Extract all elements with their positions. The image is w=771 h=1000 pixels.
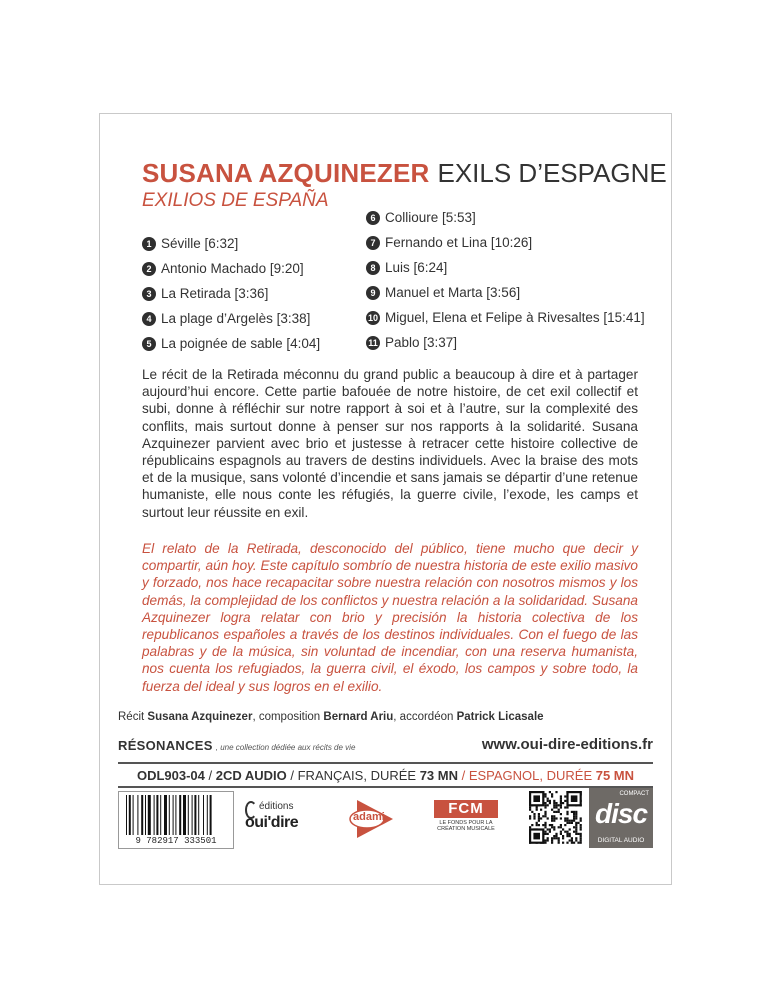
barcode-icon: [124, 795, 228, 835]
description-spanish: El relato de la Retirada, desconocido del público, tiene mucho que decir y compartir, aún hoy. Este capítulo sombrío de nuestra historia de este exilio masivo y forzado, nos hace recapacitar sobre nuestra relación con nosotros mismos y los demás, la complejidad de los conflictos y nuestra relación a la solidaridad. Susana Azquinezer logra relatar con brio y precisión la historia colectiva de los republicanos españoles a través de los destinos individuales. Con el fuego de las palabras y de la música, sin voluntad de incendiar, con una reserva humanista, nos cuenta los refugiados, la guerra civil, el éxodo, los campos y sobre todo, la fuerza del ideal y sus logros en el exilio.: [142, 541, 638, 694]
track-number-badge: 6: [366, 211, 380, 225]
track-item: [142, 281, 320, 306]
ouidire-logo: éditions oui'dire: [245, 801, 299, 831]
track-number-badge: 4: [142, 312, 156, 326]
spanish-duration-label: ESPAGNOL, DURÉE: [468, 767, 596, 783]
barcode-digits: 9 782917 333501: [135, 836, 217, 846]
track-number-badge: 9: [366, 286, 380, 300]
track-label: Miguel, Elena et Felipe à Rivesaltes [15:41]: [385, 310, 645, 325]
release-info-bar: ODL903-04 / 2CD AUDIO / FRANÇAIS, DURÉE 73 MN / ESPAGNOL, DURÉE 75 MN: [118, 762, 653, 788]
track-label: Collioure [5:53]: [385, 210, 476, 225]
cd-back-cover: [99, 113, 672, 885]
track-label: Fernando et Lina [10:26]: [385, 235, 533, 250]
description-french: Le récit de la Retirada méconnu du grand public a beaucoup à dire et à partager aujourd’hui encore. Cette partie bafouée de notre histoire, de cet exil collectif et subi, donne à réfléchir sur notre rapport à soi et à l’autre, sur la complexité des conflits, mais surtout donne à penser sur nos rapports à la solidarité. Susana Azquinezer parvient avec brio et justesse à retracer cette histoire collective de républicains espagnols au travers de destins individuels. Avec la braise des mots et de la musique, sans volonté d’incendie et sans jamais se départir d’une retenue humaniste, elle nous conte les réfugiés, la guerre civile, l’exode, les camps et surtout leur réussite en exil.: [142, 367, 638, 520]
collection-tagline: , une collection dédiée aux récits de vie: [215, 743, 356, 752]
collection-name: RÉSONANCES: [118, 738, 213, 753]
spanish-duration: 75 MN: [595, 767, 635, 783]
track-label: La plage d’Argelès [3:38]: [161, 311, 311, 326]
track-item: [366, 205, 645, 230]
adami-logo: adami: [347, 798, 395, 840]
track-item: [366, 330, 645, 355]
track-label: Séville [6:32]: [161, 236, 239, 251]
track-number-badge: 5: [142, 337, 156, 351]
french-duration: 73 MN: [419, 767, 458, 783]
qr-code[interactable]: [527, 789, 585, 847]
credits-line: Récit Susana Azquinezer, composition Bernard Ariu, accordéon Patrick Licasale: [118, 711, 544, 723]
track-item: [366, 305, 645, 330]
track-label: Luis [6:24]: [385, 260, 448, 275]
tracklist-right: [366, 205, 645, 355]
catalog-ref: ODL903-04: [136, 767, 205, 783]
track-number-badge: 8: [366, 261, 380, 275]
composer-name: Bernard Ariu: [323, 711, 394, 723]
album-title: EXILS D’ESPAGNE: [437, 158, 667, 188]
track-item: [142, 331, 320, 356]
format-label: 2CD AUDIO: [215, 767, 287, 783]
track-item: [142, 306, 320, 331]
track-item: [142, 256, 320, 281]
qr-code-icon: [527, 789, 585, 847]
track-item: [142, 231, 320, 256]
accordionist-name: Patrick Licasale: [456, 711, 544, 723]
track-number-badge: 10: [367, 312, 378, 323]
barcode: [118, 791, 234, 849]
track-label: Manuel et Marta [3:56]: [385, 285, 521, 300]
track-item: [366, 255, 645, 280]
compact-disc-logo: COMPACT disc DIGITAL AUDIO: [589, 788, 653, 848]
french-duration-label: FRANÇAIS, DURÉE: [297, 767, 420, 783]
track-label: Pablo [3:37]: [385, 335, 458, 350]
track-label: Antonio Machado [9:20]: [161, 261, 304, 276]
artist-name: SUSANA AZQUINEZER: [142, 158, 430, 188]
cover-title: [142, 158, 667, 189]
track-number-badge: 1: [142, 237, 156, 251]
tracklist-left: [142, 231, 320, 356]
publisher-url[interactable]: www.oui-dire-editions.fr: [481, 736, 653, 753]
album-subtitle: EXILIOS DE ESPAÑA: [142, 190, 329, 211]
track-label: La poignée de sable [4:04]: [161, 336, 321, 351]
track-number-badge: 2: [142, 262, 156, 276]
collection-label: [118, 737, 355, 755]
track-item: [366, 280, 645, 305]
track-number-badge: 7: [366, 236, 380, 250]
track-number-badge: 3: [142, 287, 156, 301]
track-item: [366, 230, 645, 255]
track-number-badge: 11: [366, 336, 380, 350]
track-label: La Retirada [3:36]: [161, 286, 269, 301]
fcm-logo: FCM LE FONDS POUR LA CRÉATION MUSICALE: [434, 800, 502, 842]
narrator-name: Susana Azquinezer: [147, 711, 253, 723]
